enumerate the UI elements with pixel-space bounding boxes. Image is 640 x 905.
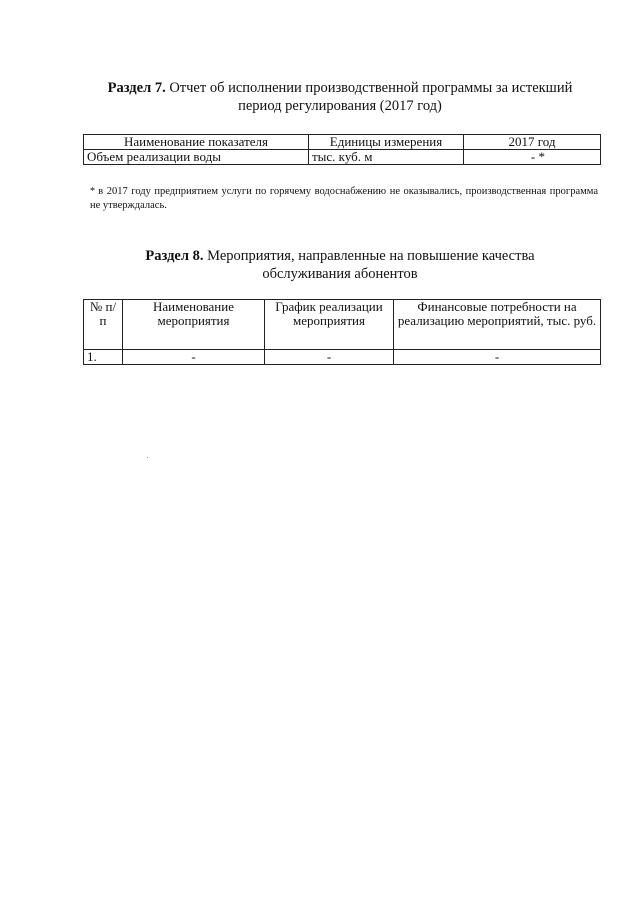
section-8-title-line1: Мероприятия, направленные на повышение качества <box>207 248 535 264</box>
section-7-label: Раздел 7. <box>107 80 166 96</box>
cell-schedule: - <box>265 350 394 365</box>
header-number: № п/п <box>84 300 123 350</box>
section-7-title-line1: Отчет об исполнении производственной программы за истекший <box>169 80 573 96</box>
cell-measure: - <box>123 350 265 365</box>
measures-table <box>83 299 601 365</box>
section-8-heading <box>90 247 590 283</box>
header-year: 2017 год <box>464 135 601 150</box>
section-7-title-line2: период регулирования (2017 год) <box>238 98 442 114</box>
table-row <box>84 150 601 165</box>
cell-number: 1. <box>84 350 123 365</box>
table-row <box>84 350 601 365</box>
footnote <box>90 185 598 213</box>
table-header-row <box>84 300 601 350</box>
cell-financial: - <box>394 350 601 365</box>
cell-value: - * <box>464 150 601 165</box>
section-8-label: Раздел 8. <box>145 248 204 264</box>
section-7-heading <box>90 79 590 115</box>
cell-unit: тыс. куб. м <box>309 150 464 165</box>
cell-indicator: Объем реализации воды <box>84 150 309 165</box>
header-schedule: График реализации мероприятия <box>265 300 394 350</box>
header-unit: Единицы измерения <box>309 135 464 150</box>
footnote-mark: * в <box>90 186 104 197</box>
scan-speck <box>147 457 148 458</box>
production-program-table <box>83 134 601 165</box>
footnote-text: 2017 году предприятием услуги по горячему водоснабжению не оказывались, производственная программа не утверждалась. <box>90 186 598 211</box>
header-indicator-name: Наименование показателя <box>84 135 309 150</box>
header-financial-needs: Финансовые потребности на реализацию мероприятий, тыс. руб. <box>394 300 601 350</box>
table-header-row <box>84 135 601 150</box>
section-8-title-line2: обслуживания абонентов <box>262 266 418 282</box>
header-measure-name: Наименование мероприятия <box>123 300 265 350</box>
